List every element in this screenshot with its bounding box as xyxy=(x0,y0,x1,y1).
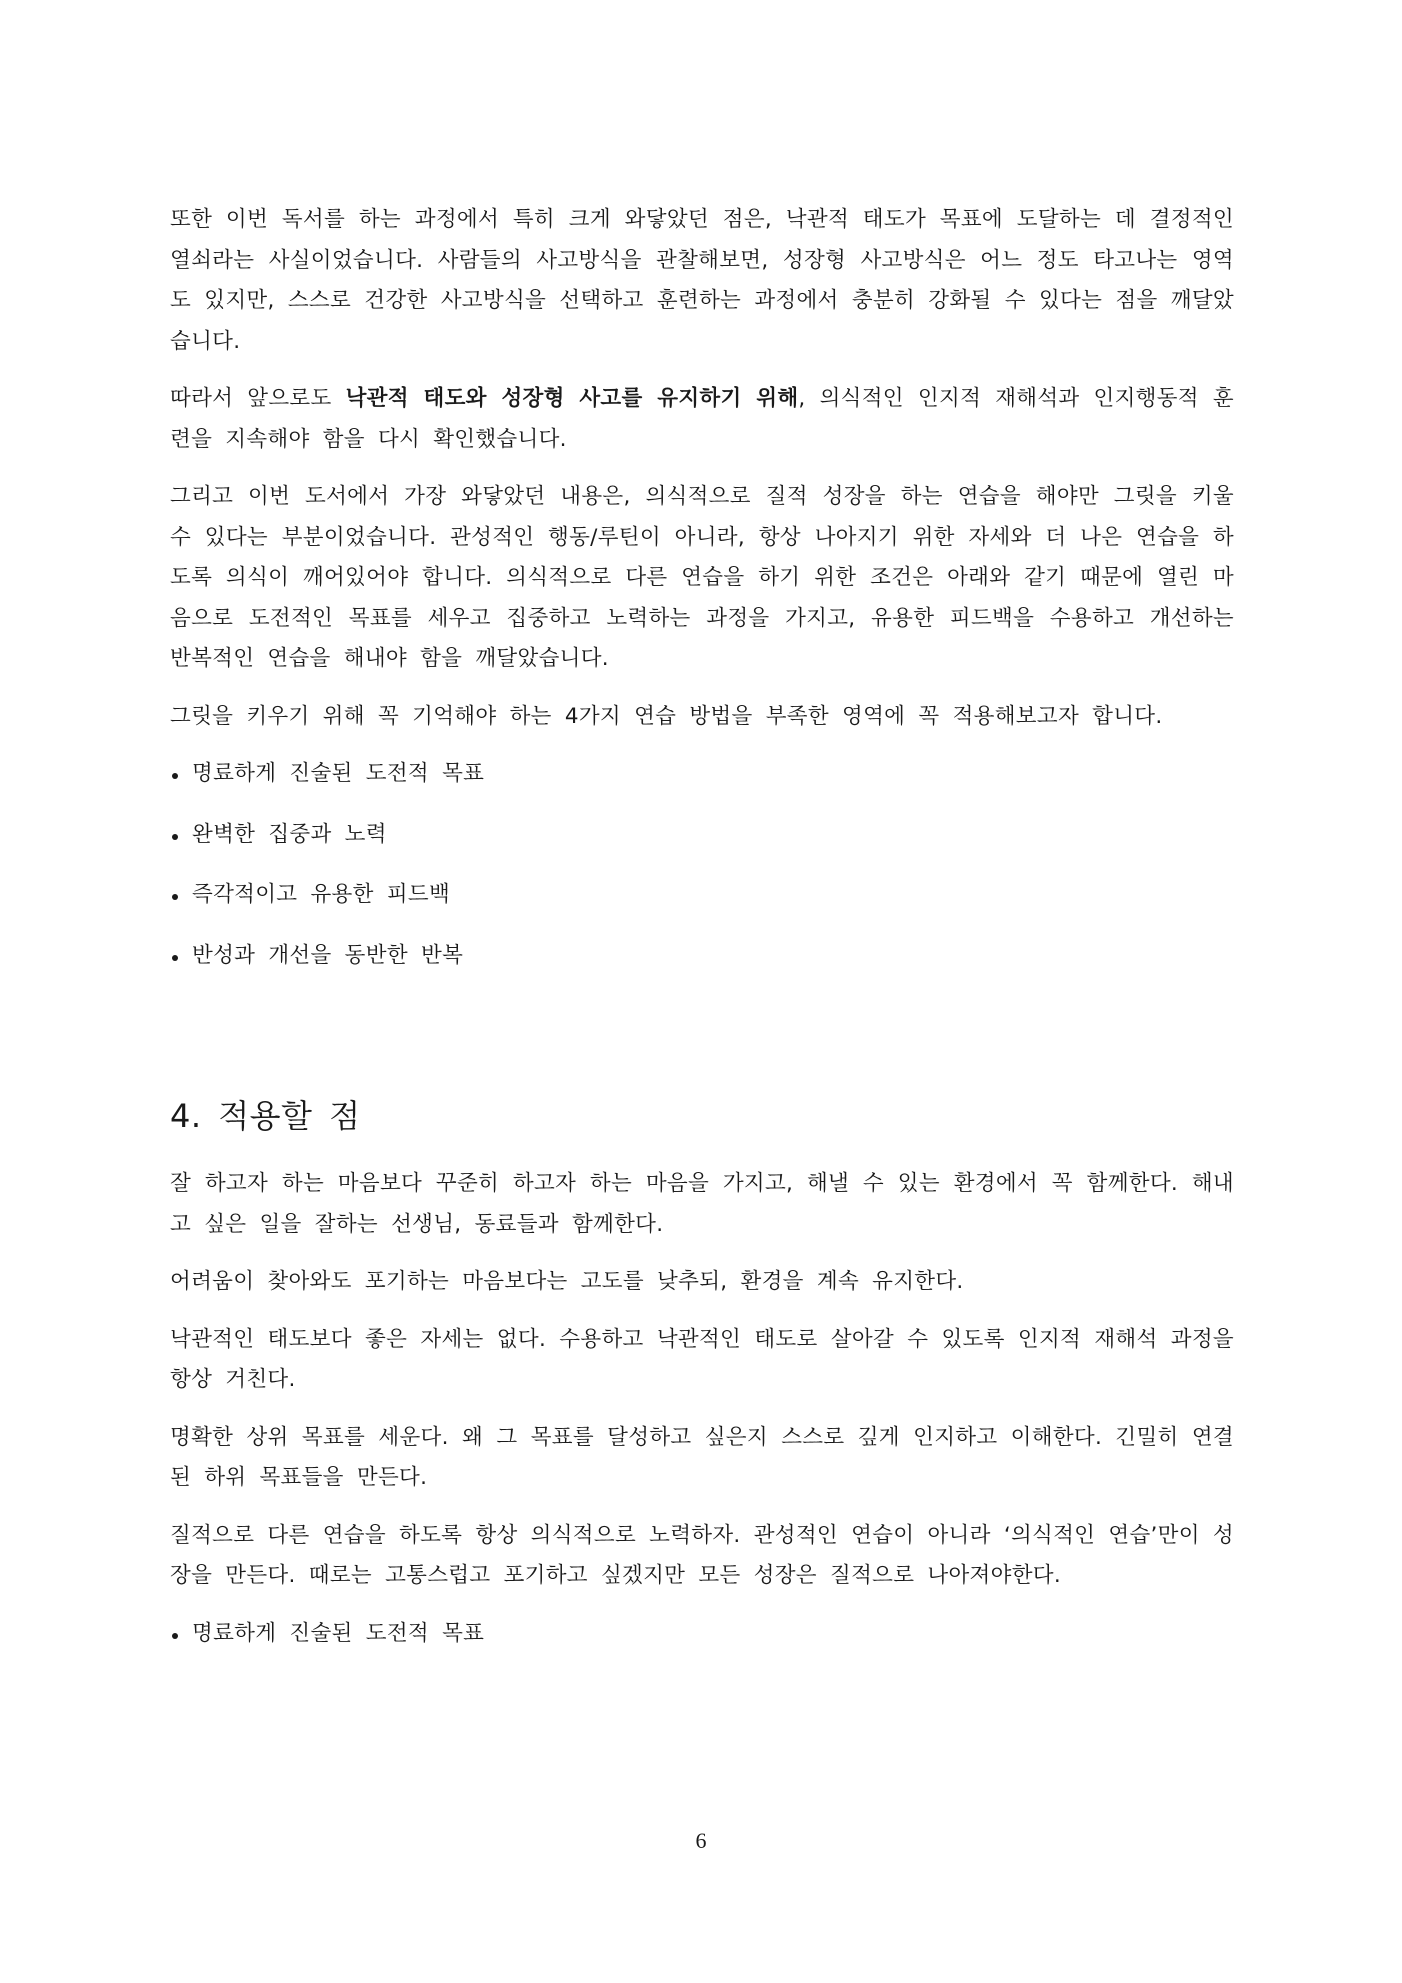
practice-methods-list xyxy=(170,754,1234,976)
paragraph-optimistic-attitude: 낙관적인 태도보다 좋은 자세는 없다. 수용하고 낙관적인 태도로 살아갈 수 있도록 인지적 재해석 과정을 항상 거친다. xyxy=(170,1326,1234,1392)
list-item: 명료하게 진술된 도전적 목표 xyxy=(170,754,1234,795)
paragraph-text-before: 따라서 앞으로도 xyxy=(170,386,346,411)
paragraph-deliberate-practice: 그리고 이번 도서에서 가장 와닿았던 내용은, 의식적으로 질적 성장을 하는 연습을 해야만 그릿을 키울 수 있다는 부분이었습니다. 관성적인 행동/루틴이 아니라, 항상 나아지기 위한 자세와 더 나은 연습을 하도록 의식이 깨어있어야 합니다. 의식적으로 다른 연습을 하기 위한 조건은 아래와 같기 때문에 열린 마음으로 도전적인 목표를 세우고 집중하고 노력하는 과정을 가지고, 유용한 피드백을 수용하고 개선하는 반복적인 연습을 해내야 함을 깨달았습니다. xyxy=(170,484,1234,671)
paragraph-optimism-key: 또한 이번 독서를 하는 과정에서 특히 크게 와닿았던 점은, 낙관적 태도가 목표에 도달하는 데 결정적인 열쇠라는 사실이었습니다. 사람들의 사고방식을 관찰해보면, 성장형 사고방식은 어느 정도 타고나는 영역도 있지만, 스스로 건강한 사고방식을 선택하고 훈련하는 과정에서 충분히 강화될 수 있다는 점을 깨달았습니다. xyxy=(170,207,1234,354)
section-spacer xyxy=(170,996,1234,1094)
list-item: 명료하게 진술된 도전적 목표 xyxy=(170,1614,1234,1655)
paragraph-bold-phrase: 낙관적 태도와 성장형 사고를 유지하기 위해 xyxy=(345,386,799,411)
paragraph-consistency: 잘 하고자 하는 마음보다 꾸준히 하고자 하는 마음을 가지고, 해낼 수 있는 환경에서 꼭 함께한다. 해내고 싶은 일을 잘하는 선생님, 동료들과 함께한다. xyxy=(170,1171,1234,1237)
list-item: 반성과 개선을 동반한 반복 xyxy=(170,936,1234,977)
paragraph-goal-setting: 명확한 상위 목표를 세운다. 왜 그 목표를 달성하고 싶은지 스스로 깊게 인지하고 이해한다. 긴밀히 연결된 하위 목표들을 만든다. xyxy=(170,1424,1234,1490)
paragraph-maintain-growth-mindset xyxy=(170,379,1234,460)
list-item: 완벽한 집중과 노력 xyxy=(170,815,1234,856)
paragraph-conscious-practice: 질적으로 다른 연습을 하도록 항상 의식적으로 노력하자. 관성적인 연습이 아니라 ‘의식적인 연습’만이 성장을 만든다. 때로는 고통스럽고 포기하고 싶겠지만 모든 성장은 질적으로 나아져야한다. xyxy=(170,1522,1234,1588)
page-number: 6 xyxy=(695,1828,707,1853)
section-heading: 4. 적용할 점 xyxy=(170,1097,361,1135)
paragraph-lower-altitude: 어려움이 찾아와도 포기하는 마음보다는 고도를 낮추되, 환경을 계속 유지한다. xyxy=(170,1269,964,1294)
document-page xyxy=(170,200,1234,1674)
paragraph-text-after: , 의식적인 인지적 재해석과 인지행동적 훈련을 지속해야 함을 다시 확인했습니다. xyxy=(170,386,1235,452)
application-list xyxy=(170,1614,1234,1655)
paragraph-four-methods-intro: 그릿을 키우기 위해 꼭 기억해야 하는 4가지 연습 방법을 부족한 영역에 꼭 적용해보고자 합니다. xyxy=(170,703,1163,729)
list-item: 즉각적이고 유용한 피드백 xyxy=(170,875,1234,916)
